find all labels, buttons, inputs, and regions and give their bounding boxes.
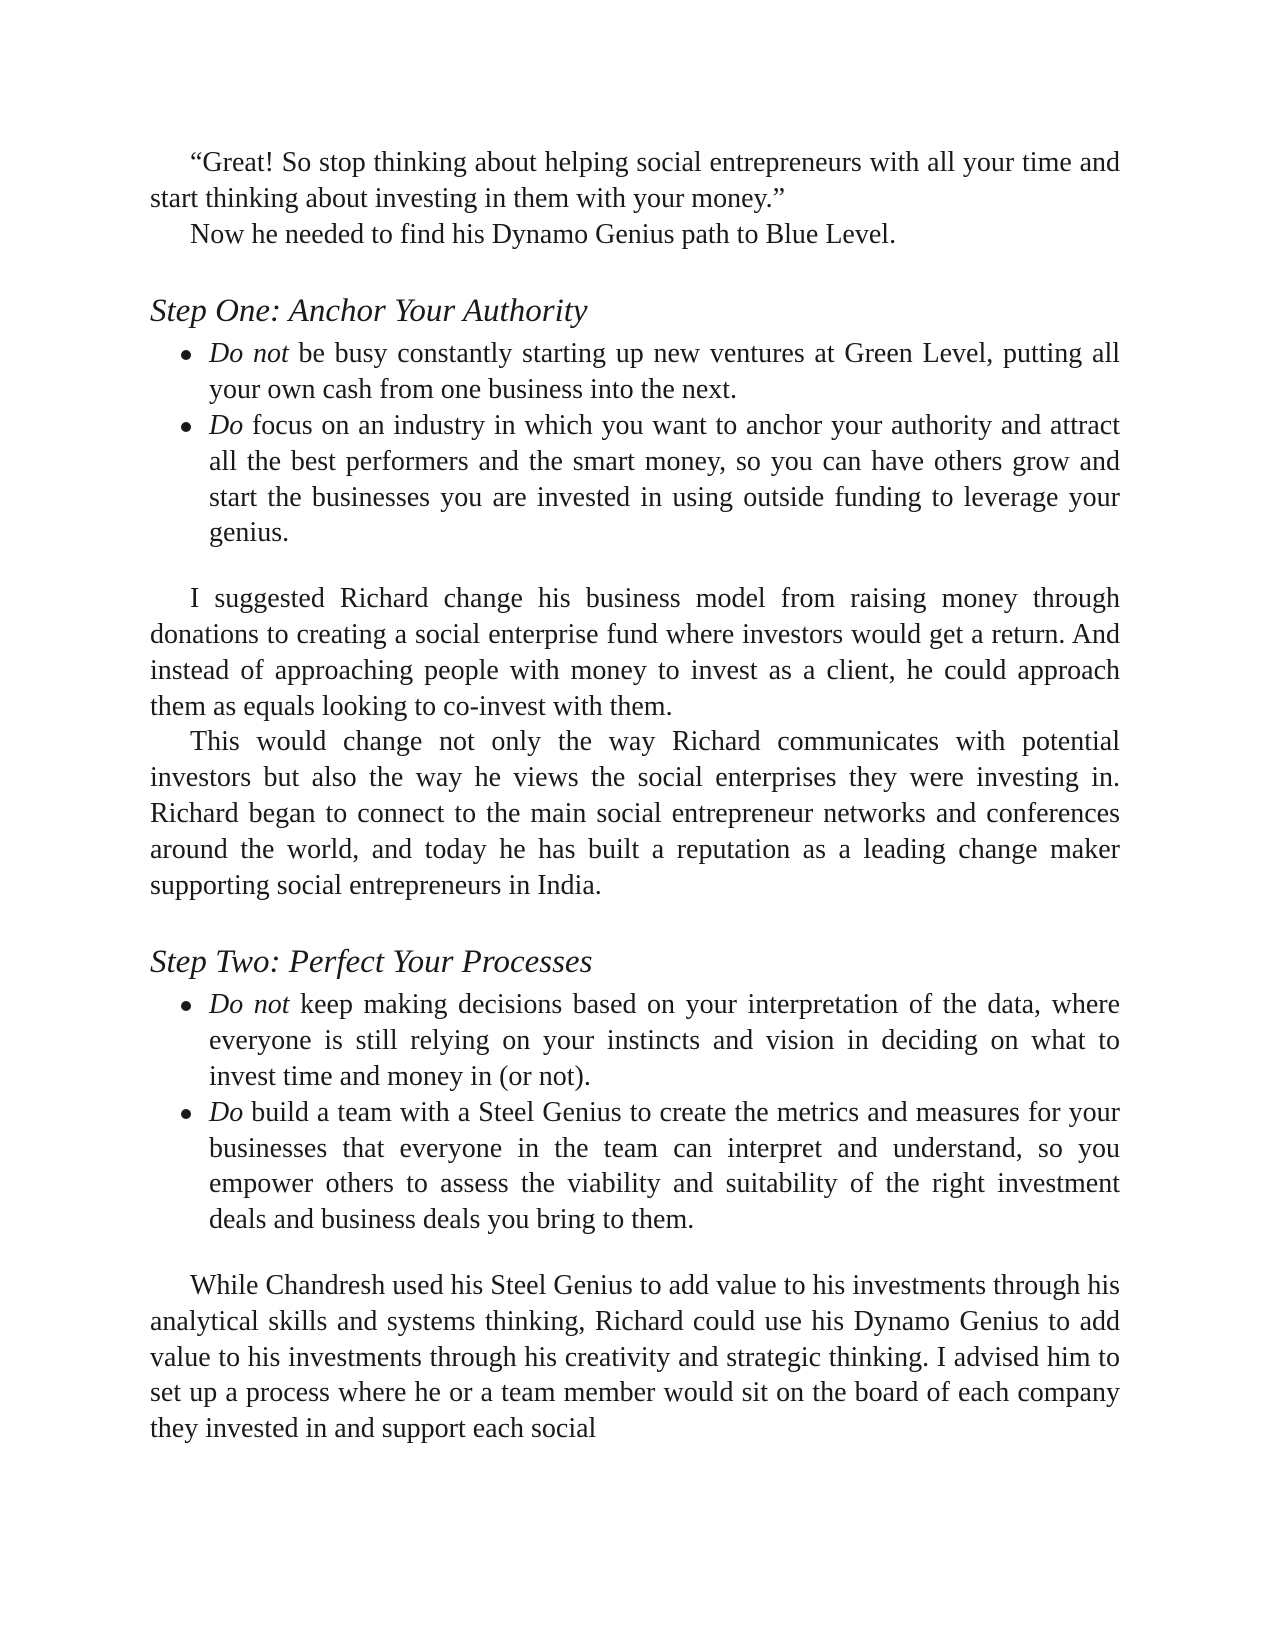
document-page	[150, 145, 1120, 1447]
bullet-lead: Do	[209, 1096, 244, 1128]
bullet-item	[150, 987, 1120, 1094]
bullet-text: be busy constantly starting up new ventures at Green Level, putting all your own cash from one business into the next.	[209, 338, 1121, 406]
step-one-bullet-list	[150, 336, 1120, 551]
bullet-item	[150, 408, 1120, 551]
bullet-lead: Do	[209, 409, 244, 441]
step-two-heading: Step Two: Perfect Your Processes	[150, 944, 593, 981]
step-two-bullet-list	[150, 987, 1120, 1238]
step-one-heading: Step One: Anchor Your Authority	[150, 293, 588, 330]
body-paragraph: This would change not only the way Richard communicates with potential investors but also the way he views the social enterprises they were investing in. Richard began to connect to the main social entrepreneur networks and conferences around the world, and today he has built a reputation as a leading change maker supporting social entrepreneurs in India.	[150, 726, 1120, 901]
intro-paragraph: Now he needed to find his Dynamo Genius path to Blue Level.	[190, 218, 897, 250]
body-paragraph: While Chandresh used his Steel Genius to add value to his investments through his analytical skills and systems thinking, Richard could use his Dynamo Genius to add value to his investments through his creativity and strategic thinking. I advised him to set up a process where he or a team member would sit on the board of each company they invested in and support each social	[150, 1269, 1120, 1445]
body-paragraph: I suggested Richard change his business model from raising money through donations to creating a social enterprise fund where investors would get a return. And instead of approaching people with money to invest as a client, he could approach them as equals looking to co-invest with them.	[150, 583, 1120, 722]
bullet-lead: Do not	[209, 989, 290, 1021]
bullet-item	[150, 1095, 1120, 1238]
bullet-lead: Do not	[209, 338, 289, 370]
bullet-text: focus on an industry in which you want to anchor your authority and attract all the best performers and the smart money, so you can have others grow and start the businesses you are invested in using outside funding to leverage your genius.	[209, 409, 1120, 549]
bullet-dot-icon	[181, 1001, 191, 1011]
bullet-dot-icon	[181, 422, 191, 432]
bullet-dot-icon	[181, 1109, 191, 1119]
intro-paragraph: “Great! So stop thinking about helping social entrepreneurs with all your time and start thinking about investing in them with your money.”	[150, 147, 1120, 214]
bullet-item	[150, 336, 1120, 408]
bullet-dot-icon	[181, 350, 191, 360]
bullet-text: keep making decisions based on your interpretation of the data, where everyone is still relying on your instincts and vision in deciding on what to invest time and money in (or not).	[209, 989, 1120, 1092]
bullet-text: build a team with a Steel Genius to create the metrics and measures for your businesses that everyone in the team can interpret and understand, so you empower others to assess the viability and suitability of the right investment deals and business deals you bring to them.	[209, 1096, 1120, 1236]
